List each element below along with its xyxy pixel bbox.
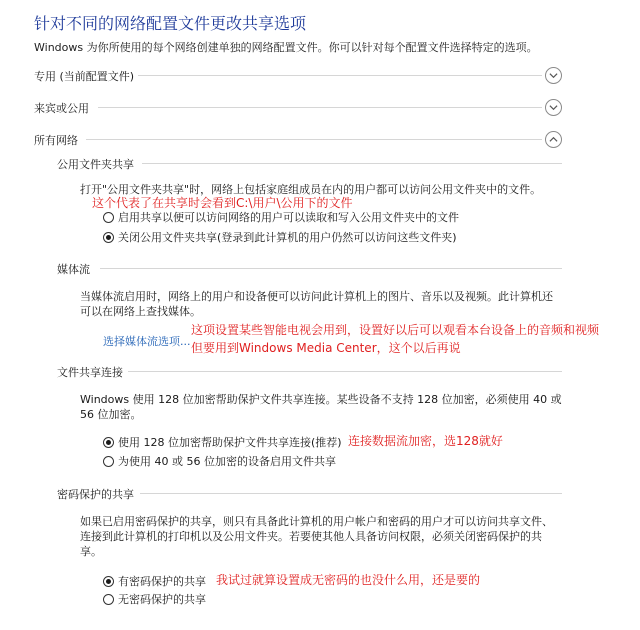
media-description-line2: 可以在网络上查找媒体。 xyxy=(80,305,201,318)
page-title: 针对不同的网络配置文件更改共享选项 xyxy=(34,14,307,33)
radio-no-password[interactable] xyxy=(103,591,206,607)
radio-128-bit-encryption[interactable] xyxy=(103,434,342,450)
annotation-password: 我试过就算设置成无密码的也没什么用，还是要的 xyxy=(216,573,481,587)
radio-label: 为使用 40 或 56 位加密的设备启用文件共享 xyxy=(118,455,336,468)
file-sharing-description-line2: 56 位加密。 xyxy=(80,408,142,421)
radio-button[interactable] xyxy=(103,456,114,467)
annotation-public: 这个代表了在共享时会看到C:\用户\公用下的文件 xyxy=(92,196,353,210)
media-description-line1: 当媒体流启用时，网络上的用户和设备便可以访问此计算机上的图片、音乐以及视频。此计算机还 xyxy=(80,290,553,303)
password-description-line3: 享。 xyxy=(80,545,102,558)
radio-button[interactable] xyxy=(103,212,114,223)
page-subtitle: Windows 为你所使用的每个网络创建单独的网络配置文件。你可以针对每个配置文件选择特定的选项。 xyxy=(34,41,538,54)
annotation-media-line2: 但要用到Windows Media Center，这个以后再说 xyxy=(191,341,461,355)
divider xyxy=(98,107,542,108)
radio-40-56-bit-encryption[interactable] xyxy=(103,453,336,469)
radio-button[interactable] xyxy=(103,232,114,243)
divider xyxy=(140,493,562,494)
divider xyxy=(138,75,542,76)
chevron-up-icon[interactable] xyxy=(545,131,562,148)
divider xyxy=(86,139,542,140)
chevron-down-icon[interactable] xyxy=(545,67,562,84)
radio-label: 关闭公用文件夹共享(登录到此计算机的用户仍然可以访问这些文件夹) xyxy=(118,231,457,244)
radio-label: 使用 128 位加密帮助保护文件共享连接(推荐) xyxy=(118,436,342,449)
radio-disable-public-sharing[interactable] xyxy=(103,229,457,245)
public-folder-description: 打开"公用文件夹共享"时，网络上包括家庭组成员在内的用户都可以访问公用文件夹中的文件。 xyxy=(80,183,542,196)
password-heading: 密码保护的共享 xyxy=(57,488,134,501)
annotation-media-line1: 这项设置某些智能电视会用到，设置好以后可以观看本台设备上的音频和视频 xyxy=(191,323,600,337)
radio-label: 启用共享以便可以访问网络的用户可以读取和写入公用文件夹中的文件 xyxy=(118,211,459,224)
profile-all-label: 所有网络 xyxy=(34,134,78,147)
radio-label: 有密码保护的共享 xyxy=(118,575,206,588)
password-description-line2: 连接到此计算机的打印机以及公用文件夹。若要使其他人具备访问权限，必须关闭密码保护的共 xyxy=(80,530,542,543)
radio-enable-public-sharing[interactable] xyxy=(103,209,459,225)
radio-button[interactable] xyxy=(103,437,114,448)
profile-guest-label: 来宾或公用 xyxy=(34,102,89,115)
file-sharing-description-line1: Windows 使用 128 位加密帮助保护文件共享连接。某些设备不支持 128 位加密，必须使用 40 或 xyxy=(80,393,562,406)
profile-private-label: 专用 (当前配置文件) xyxy=(34,70,135,83)
radio-password-protected[interactable] xyxy=(103,573,206,589)
divider xyxy=(100,268,562,269)
radio-label: 无密码保护的共享 xyxy=(118,593,206,606)
annotation-encryption: 连接数据流加密，选128就好 xyxy=(348,434,503,448)
radio-button[interactable] xyxy=(103,594,114,605)
media-heading: 媒体流 xyxy=(57,263,90,276)
file-sharing-heading: 文件共享连接 xyxy=(57,366,123,379)
public-folder-heading: 公用文件夹共享 xyxy=(57,158,134,171)
chevron-down-icon[interactable] xyxy=(545,99,562,116)
radio-button[interactable] xyxy=(103,576,114,587)
divider xyxy=(128,371,562,372)
divider xyxy=(142,163,562,164)
password-description-line1: 如果已启用密码保护的共享，则只有具备此计算机的用户帐户和密码的用户才可以访问共享文件、 xyxy=(80,515,553,528)
media-streaming-options-link[interactable]: 选择媒体流选项... xyxy=(103,335,191,348)
